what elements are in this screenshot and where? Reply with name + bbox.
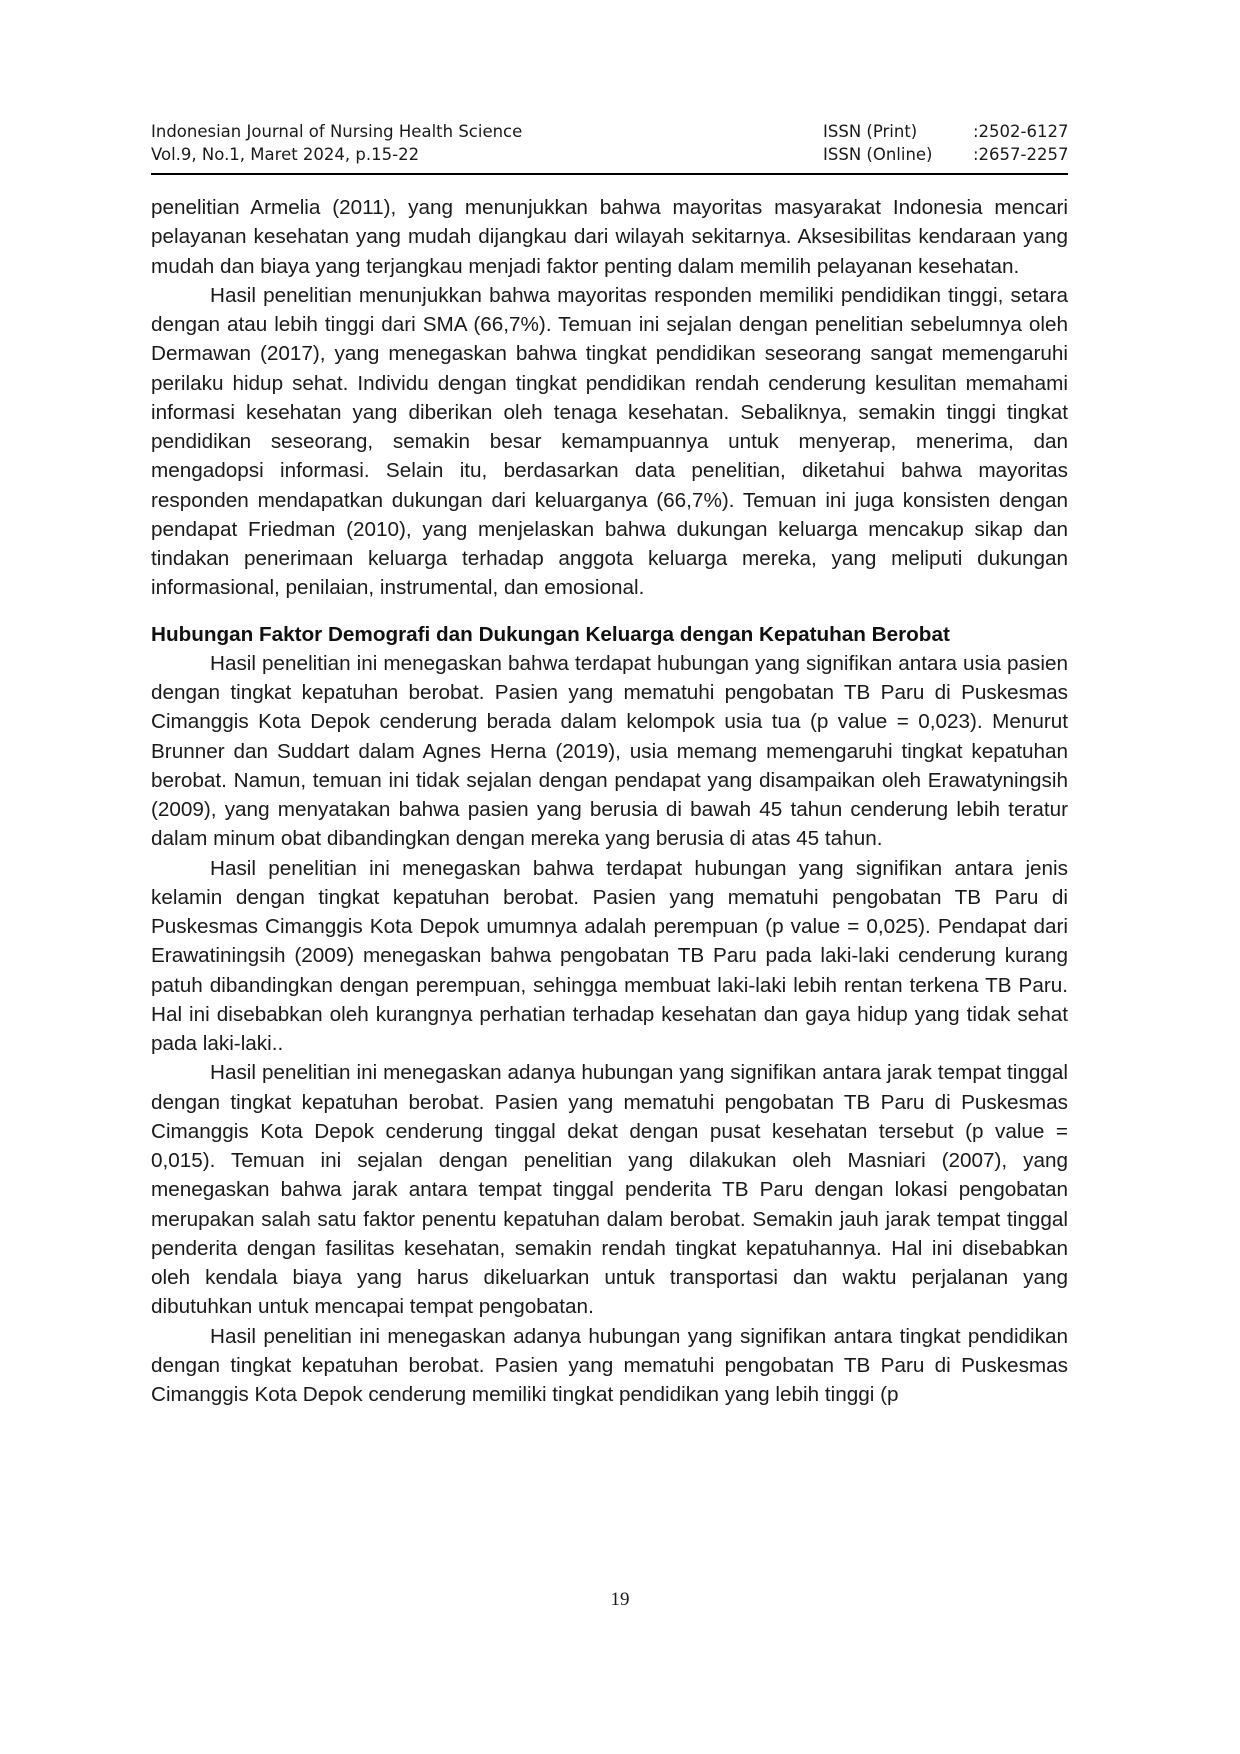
- issn-print-row: [823, 120, 1069, 143]
- issn-info: [823, 120, 1069, 166]
- volume-info: Vol.9, No.1, Maret 2024, p.15-22: [151, 145, 420, 164]
- issn-online-label: ISSN (Online): [823, 145, 933, 164]
- issn-online-value: :2657-2257: [973, 145, 1069, 164]
- body-paragraph: penelitian Armelia (2011), yang menunjukkan bahwa mayoritas masyarakat Indonesia mencari pelayanan kesehatan yang mudah dijangkau dari wilayah sekitarnya. Aksesibilitas kendaraan yang mudah dan biaya yang terjangkau menjadi faktor penting dalam memilih pelayanan kesehatan.: [151, 196, 1068, 278]
- page-number: 19: [610, 1589, 630, 1610]
- body-paragraph: Hasil penelitian menunjukkan bahwa mayoritas responden memiliki pendidikan tinggi, setara dengan atau lebih tinggi dari SMA (66,7%). Temuan ini sejalan dengan penelitian sebelumnya oleh Dermawan (2017), yang menegaskan bahwa tingkat pendidikan seseorang sangat memengaruhi perilaku hidup sehat. Individu dengan tingkat pendidikan rendah cenderung kesulitan memahami informasi kesehatan yang diberikan oleh tenaga kesehatan. Sebaliknya, semakin tinggi tingkat pendidikan seseorang, semakin besar kemampuannya untuk menyerap, menerima, dan mengadopsi informasi. Selain itu, berdasarkan data penelitian, diketahui bahwa mayoritas responden mendapatkan dukungan dari keluarganya (66,7%). Temuan ini juga konsisten dengan pendapat Friedman (2010), yang menjelaskan bahwa dukungan keluarga mencakup sikap dan tindakan penerimaan keluarga terhadap anggota keluarga mereka, yang meliputi dukungan informasional, penilaian, instrumental, dan emosional.: [151, 283, 1068, 600]
- body-paragraph: Hasil penelitian ini menegaskan adanya hubungan yang signifikan antara tingkat pendidikan dengan tingkat kepatuhan berobat. Pasien yang mematuhi pengobatan TB Paru di Puskesmas Cimanggis Kota Depok cenderung memiliki tingkat pendidikan yang lebih tinggi (p: [151, 1324, 1068, 1406]
- issn-online-row: [823, 143, 1069, 166]
- body-paragraph: Hasil penelitian ini menegaskan bahwa terdapat hubungan yang signifikan antara usia pasien dengan tingkat kepatuhan berobat. Pasien yang mematuhi pengobatan TB Paru di Puskesmas Cimanggis Kota Depok cenderung berada dalam kelompok usia tua (p value = 0,023). Menurut Brunner dan Suddart dalam Agnes Herna (2019), usia memang memengaruhi tingkat kepatuhan berobat. Namun, temuan ini tidak sejalan dengan pendapat yang disampaikan oleh Erawatyningsih (2009), yang menyatakan bahwa pasien yang berusia di bawah 45 tahun cenderung lebih teratur dalam minum obat dibandingkan dengan mereka yang berusia di atas 45 tahun.: [151, 651, 1068, 851]
- article-body: [151, 193, 1068, 1409]
- journal-title: Indonesian Journal of Nursing Health Science: [151, 122, 523, 141]
- running-header: [151, 118, 1068, 175]
- issn-print-label: ISSN (Print): [823, 122, 918, 141]
- section-heading: Hubungan Faktor Demografi dan Dukungan Keluarga dengan Kepatuhan Berobat: [151, 622, 950, 646]
- body-paragraph: Hasil penelitian ini menegaskan adanya hubungan yang signifikan antara jarak tempat tinggal dengan tingkat kepatuhan berobat. Pasien yang mematuhi pengobatan TB Paru di Puskesmas Cimanggis Kota Depok cenderung tinggal dekat dengan pusat kesehatan tersebut (p value = 0,015). Temuan ini sejalan dengan penelitian yang dilakukan oleh Masniari (2007), yang menegaskan bahwa jarak antara tempat tinggal penderita TB Paru dengan lokasi pengobatan merupakan salah satu faktor penentu kepatuhan dalam berobat. Semakin jauh jarak tempat tinggal penderita dengan fasilitas kesehatan, semakin rendah tingkat kepatuhannya. Hal ini disebabkan oleh kendala biaya yang harus dikeluarkan untuk transportasi dan waktu perjalanan yang dibutuhkan untuk mencapai tempat pengobatan.: [151, 1061, 1068, 1319]
- body-paragraph: Hasil penelitian ini menegaskan bahwa terdapat hubungan yang signifikan antara jenis kelamin dengan tingkat kepatuhan berobat. Pasien yang mematuhi pengobatan TB Paru di Puskesmas Cimanggis Kota Depok umumnya adalah perempuan (p value = 0,025). Pendapat dari Erawatiningsih (2009) menegaskan bahwa pengobatan TB Paru pada laki-laki cenderung kurang patuh dibandingkan dengan perempuan, sehingga membuat laki-laki lebih rentan terkena TB Paru. Hal ini disebabkan oleh kurangnya perhatian terhadap kesehatan dan gaya hidup yang tidak sehat pada laki-laki..: [151, 856, 1068, 1055]
- issn-print-value: :2502-6127: [973, 122, 1069, 141]
- journal-info: [151, 120, 522, 166]
